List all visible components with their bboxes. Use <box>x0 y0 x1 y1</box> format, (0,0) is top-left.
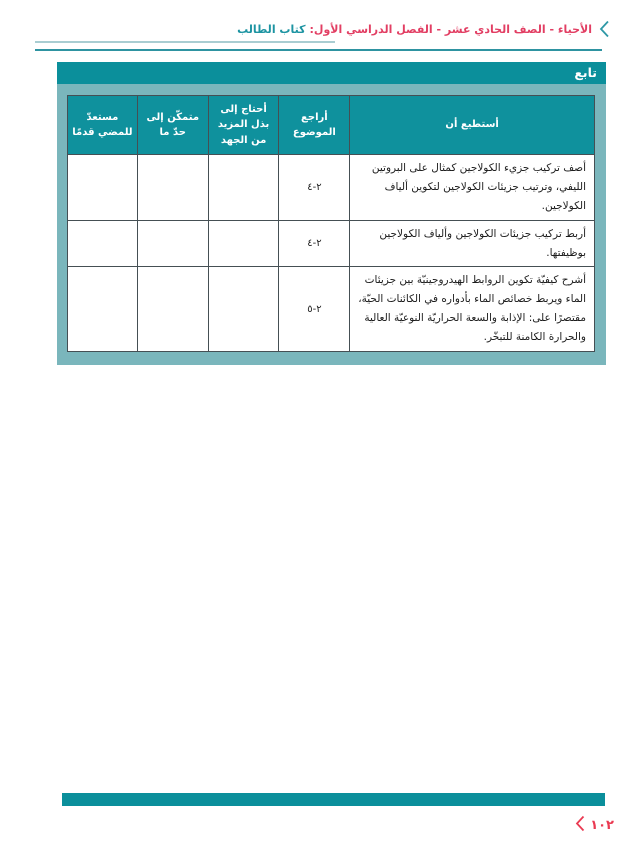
checkbox-cell-need-more-effort <box>208 155 279 221</box>
running-head-title <box>237 23 592 36</box>
table-row <box>68 220 595 267</box>
checkbox-cell-ready-to-proceed <box>68 220 138 267</box>
statement-cell: أصف تركيب جزيء الكولاجين كمثال على البروتين الليفي، وترتيب جزيئات الكولاجين لتكوين ألياف الكولاجين. <box>350 155 595 221</box>
review-topic-cell: ٢-٥ <box>279 267 350 352</box>
continued-banner: تابع <box>57 62 606 84</box>
col-header-i-can: أستطيع أن <box>350 96 595 155</box>
running-head-course: الأحياء - الصف الحادي عشر - الفصل الدراسي الأول: <box>309 22 592 36</box>
self-assessment-block <box>57 62 606 365</box>
col-header-somewhat-able: متمكّن إلى حدّ ما <box>137 96 208 155</box>
checkbox-cell-ready-to-proceed <box>68 155 138 221</box>
statement-cell: أشرح كيفيّة تكوين الروابط الهيدروجينيّة بين جزيئات الماء ويربط خصائص الماء بأدواره في الكائنات الحيّة، مقتصرًا على: الإذابة والسعة الحراريّة النوعيّة العالية والحرارة الكامنة للتبخّر. <box>350 267 595 352</box>
review-topic-cell: ٢-٤ <box>279 220 350 267</box>
page-number-value: ١٠٢ <box>590 818 614 833</box>
chevron-left-icon <box>575 815 585 836</box>
checkbox-cell-somewhat-able <box>137 155 208 221</box>
col-header-need-more-effort: أحتاج إلى بذل المزيد من الجهد <box>208 96 279 155</box>
statement-cell: أربط تركيب جزيئات الكولاجين وألياف الكولاجين بوظيفتها. <box>350 220 595 267</box>
col-header-ready-to-proceed: مستعدّ للمضي قدمًا <box>68 96 138 155</box>
self-assessment-table <box>67 95 595 352</box>
table-row <box>68 267 595 352</box>
running-head-book: كتاب الطالب <box>237 22 306 36</box>
checkbox-cell-need-more-effort <box>208 267 279 352</box>
checkbox-cell-need-more-effort <box>208 220 279 267</box>
assessment-table-wrapper <box>57 84 606 352</box>
table-header-row <box>68 96 595 155</box>
checkbox-cell-ready-to-proceed <box>68 267 138 352</box>
review-topic-cell: ٢-٤ <box>279 155 350 221</box>
page-number <box>575 815 614 836</box>
checkbox-cell-somewhat-able <box>137 220 208 267</box>
col-header-review-topic: أراجع الموضوع <box>279 96 350 155</box>
header-rule-light <box>35 41 335 43</box>
footer-bar <box>62 793 605 806</box>
chevron-left-icon <box>599 20 610 38</box>
running-head <box>30 20 610 38</box>
checkbox-cell-somewhat-able <box>137 267 208 352</box>
header-rule <box>35 49 602 51</box>
table-row <box>68 155 595 221</box>
